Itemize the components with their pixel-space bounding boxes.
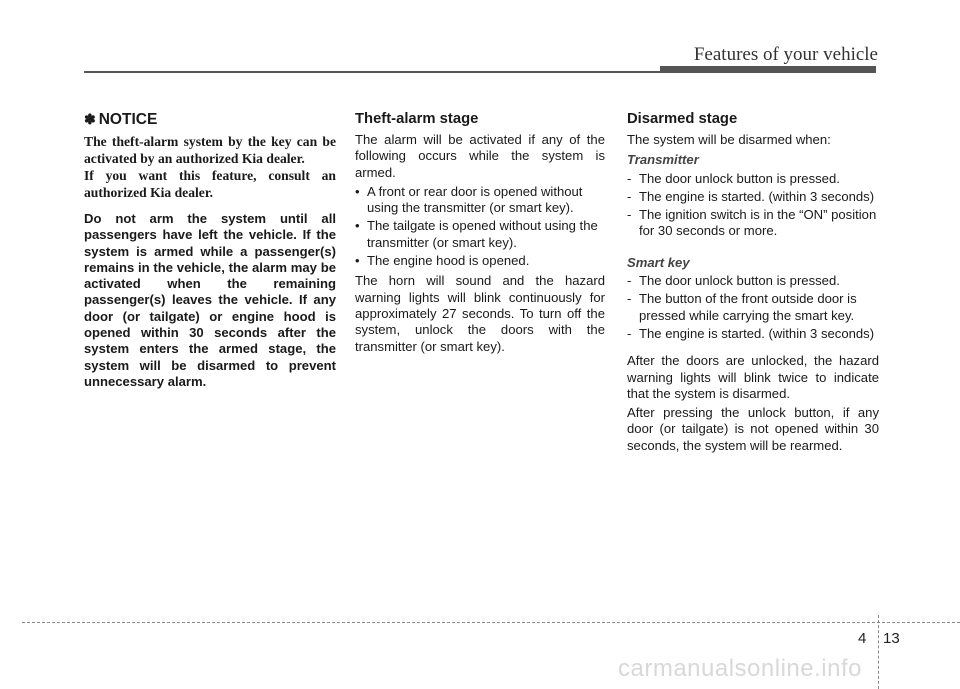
bullet-icon: •: [355, 183, 360, 199]
page-header-title: Features of your vehicle: [693, 44, 878, 65]
disarmed-paragraph: After the doors are unlocked, the hazard warning lights will blink twice to indicate that the system is disarmed.: [627, 353, 879, 401]
notice-dealer-text: [84, 133, 336, 201]
theft-alarm-title: Theft-alarm stage: [355, 111, 479, 127]
notice-warning: Do not arm the system until all passengers have left the vehicle. If the system is armed while a passenger(s) remains in the vehicle, the alarm may be activated when the remaining passenger(s) leaves the vehicle. If any door (or tailgate) or engine hood is opened within 30 seconds after the system enters the armed stage, the system will be disarmed to prevent unnecessary alarm.: [84, 211, 336, 389]
watermark: carmanualsonline.info: [618, 655, 862, 682]
list-item: - The door unlock button is pressed.: [627, 273, 840, 289]
notice-line: If you want this feature, consult an authorized Kia dealer.: [84, 168, 336, 200]
footer-rule: [22, 622, 960, 623]
transmitter-list: [627, 171, 879, 240]
disarmed-intro: The system will be disarmed when:: [627, 132, 831, 147]
chapter-number: 4: [858, 630, 867, 647]
notice-column: [84, 110, 336, 390]
bullet-icon: •: [355, 253, 360, 269]
smart-key-list: [627, 273, 879, 342]
disarmed-column: [627, 110, 879, 457]
list-item: • The tailgate is opened without using the transmitter (or smart key).: [355, 218, 598, 250]
disarmed-paragraph: After pressing the unlock button, if any door (or tailgate) is not opened within 30 seconds, the system will be rearmed.: [627, 405, 879, 453]
list-item: - The door unlock button is pressed.: [627, 170, 840, 186]
header-rule-thick: [660, 66, 876, 73]
transmitter-subtitle: Transmitter: [627, 152, 699, 168]
list-item: • The engine hood is opened.: [355, 253, 530, 269]
theft-alarm-list: [355, 184, 605, 269]
notice-title: NOTICE: [98, 111, 158, 128]
theft-alarm-intro: The alarm will be activated if any of the following occurs while the system is armed.: [355, 132, 605, 180]
theft-alarm-column: [355, 110, 605, 358]
header-rule: [84, 71, 660, 73]
disarmed-title: Disarmed stage: [627, 111, 738, 127]
theft-alarm-outro: The horn will sound and the hazard warning lights will blink continuously for approximately 27 seconds. To turn off the system, unlock the doors with the transmitter (or smart key).: [355, 273, 605, 354]
list-item: - The button of the front outside door is pressed while carrying the smart key.: [627, 291, 857, 323]
notice-heading: [84, 110, 336, 129]
smart-key-subtitle: Smart key: [627, 254, 690, 270]
bullet-icon: •: [355, 218, 360, 234]
notice-line: The theft-alarm system by the key can be activated by an authorized Kia dealer.: [84, 134, 336, 166]
list-item: - The ignition switch is in the “ON” position for 30 seconds or more.: [627, 207, 877, 239]
footer-divider: [878, 615, 879, 689]
list-item: • A front or rear door is opened without using the transmitter (or smart key).: [355, 183, 583, 216]
list-item: - The engine is started. (within 3 seconds): [627, 188, 875, 204]
page-number: 13: [883, 630, 900, 647]
list-item: - The engine is started. (within 3 seconds): [627, 325, 875, 341]
notice-mark-icon: ✽: [84, 111, 96, 127]
